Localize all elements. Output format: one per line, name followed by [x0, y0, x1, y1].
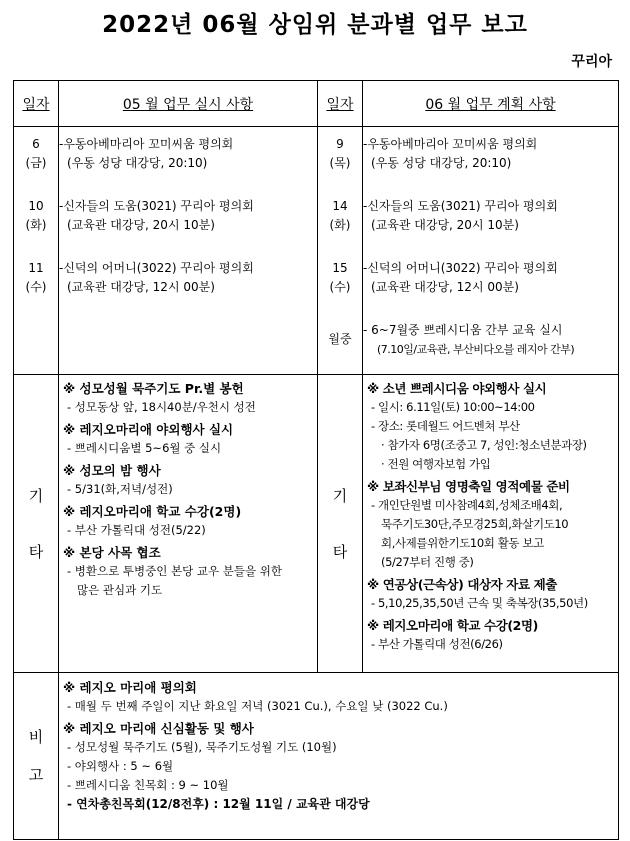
note-heading: ※ 레지오 마리애 신심활동 및 행사 [63, 721, 254, 736]
note-item: - 매월 두 번째 주일이 지난 화요일 저녁 (3021 Cu.), 수요일 낮 (3022 Cu.) [67, 699, 448, 713]
etc-row [14, 375, 619, 673]
june-plan-line: -신자들의 도움(3021) 꾸리아 평의회 [363, 199, 558, 213]
may-date-day: 11 [28, 261, 44, 275]
etc-left-heading: ※ 레지오마리애 학교 수강(2명) [63, 504, 242, 519]
notes-cell [59, 673, 619, 840]
etc-right-cell [363, 375, 619, 673]
june-date-day: 월중 [328, 332, 352, 346]
june-date-weekday: (화) [329, 218, 351, 232]
notes-row [14, 673, 619, 840]
may-task-line: -신덕의 어머니(3022) 꾸리아 평의회 [59, 261, 254, 275]
header-date-right: 일자 [326, 96, 354, 113]
etc-right-heading: ※ 보좌신부님 영명축일 영적예물 준비 [367, 479, 570, 494]
etc-right-item: - 장소: 롯데월드 어드벤쳐 부산 [371, 419, 520, 433]
etc-right-list [363, 379, 618, 654]
may-dates-cell [14, 127, 59, 375]
note-heading: ※ 레지오 마리애 평의회 [63, 680, 197, 695]
header-may-tasks: 05 월 업무 실시 사항 [122, 96, 254, 113]
june-plan-location: (7.10일/교육관, 부산비다오블 레지아 간부) [377, 343, 575, 356]
etc-label-left: 기 타 [14, 375, 59, 673]
june-date-day: 15 [332, 261, 348, 275]
page-title: 2022년 06월 상임위 분과별 업무 보고 [102, 12, 528, 38]
schedule-row [14, 127, 619, 375]
may-date-day: 10 [28, 199, 44, 213]
note-item: - 연차총친목회(12/8전후) : 12월 11일 / 교육관 대강당 [67, 797, 370, 811]
may-task-location: (교육관 대강당, 12시 00분) [67, 280, 215, 294]
organization-name: 꾸리아 [571, 54, 612, 70]
june-plan-location: (우동 성당 대강당, 20:10) [371, 156, 512, 170]
etc-left-item: - 쁘레시디움별 5~6월 중 실시 [67, 441, 222, 455]
may-task-line: -신자들의 도움(3021) 꾸리아 평의회 [59, 199, 254, 213]
etc-left-heading: ※ 레지오마리애 야외행사 실시 [63, 422, 234, 437]
note-item: - 쁘레시디움 친목회 : 9 ~ 10월 [67, 778, 229, 792]
notes-label: 비 고 [14, 673, 59, 840]
etc-right-item-continued: · 참가자 6명(조중고 7, 성인:청소년분과장) [381, 438, 587, 452]
etc-left-list [59, 379, 317, 600]
etc-left-heading: ※ 성모성월 묵주기도 Pr.별 봉헌 [63, 381, 244, 396]
etc-right-heading: ※ 레지오마리애 학교 수강(2명) [367, 618, 538, 633]
header-row [14, 81, 619, 127]
header-june-plans: 06 월 업무 계획 사항 [425, 96, 556, 113]
etc-right-item: - 5,10,25,35,50년 근속 및 축복장(35,50년) [371, 596, 588, 610]
etc-left-heading: ※ 성모의 밤 행사 [63, 463, 161, 478]
june-plan-line: -우동아베마리아 꼬미씨움 평의회 [363, 137, 538, 151]
etc-label-right: 기 타 [318, 375, 363, 673]
etc-right-item-continued: · 전원 여행자보험 가입 [381, 457, 491, 471]
june-date-weekday: (목) [329, 156, 351, 170]
header-date-left: 일자 [22, 96, 50, 113]
may-date-weekday: (금) [25, 156, 47, 170]
june-date-day: 9 [336, 137, 344, 151]
etc-right-item-continued: (5/27부터 진행 중) [381, 555, 474, 569]
etc-right-heading: ※ 소년 쁘레시디움 야외행사 실시 [367, 381, 547, 396]
notes-list [59, 678, 618, 814]
june-plan-line: - 6~7월중 쁘레시디움 간부 교육 실시 [363, 323, 563, 337]
may-date-weekday: (화) [25, 218, 47, 232]
may-date-weekday: (수) [25, 280, 47, 294]
june-date-day: 14 [332, 199, 348, 213]
june-plan-location: (교육관 대강당, 20시 10분) [371, 218, 519, 232]
etc-left-item: - 성모동상 앞, 18시40분/우천시 성전 [67, 400, 256, 414]
may-task-line: -우동아베마리아 꼬미씨움 평의회 [59, 137, 234, 151]
may-task-location: (우동 성당 대강당, 20:10) [67, 156, 208, 170]
etc-left-cell [59, 375, 318, 673]
report-table [13, 80, 619, 840]
june-plans-cell [363, 127, 619, 375]
etc-left-item-continued: 많은 관심과 기도 [77, 583, 163, 597]
note-item: - 성모성월 묵주기도 (5월), 묵주기도성월 기도 (10월) [67, 740, 337, 754]
june-plan-location: (교육관 대강당, 12시 00분) [371, 280, 519, 294]
etc-right-item: - 부산 가톨릭대 성전(6/26) [371, 637, 503, 651]
may-task-location: (교육관 대강당, 20시 10분) [67, 218, 215, 232]
june-plan-line: -신덕의 어머니(3022) 꾸리아 평의회 [363, 261, 558, 275]
etc-right-item: - 개인단원별 미사참례4회,성체조배4회, [371, 498, 563, 512]
june-date-weekday: (수) [329, 280, 351, 294]
etc-right-item-continued: 회,사제를위한기도10회 활동 보고 [381, 536, 544, 550]
may-tasks-cell [59, 127, 318, 375]
june-dates-cell [318, 127, 363, 375]
etc-left-heading: ※ 본당 사목 협조 [63, 545, 161, 560]
etc-right-heading: ※ 연공상(근속상) 대상자 자료 제출 [367, 577, 557, 592]
etc-left-item: - 병환으로 투병중인 본당 교우 분들을 위한 [67, 564, 282, 578]
etc-left-item: - 부산 가톨릭대 성전(5/22) [67, 523, 206, 537]
etc-left-item: - 5/31(화,저녁/성전) [67, 482, 173, 496]
may-date-day: 6 [32, 137, 40, 151]
note-item: - 야외행사 : 5 ~ 6월 [67, 759, 174, 773]
etc-right-item-continued: 묵주기도30단,주모경25회,화살기도10 [381, 517, 569, 531]
etc-right-item: - 일시: 6.11일(토) 10:00~14:00 [371, 400, 535, 414]
